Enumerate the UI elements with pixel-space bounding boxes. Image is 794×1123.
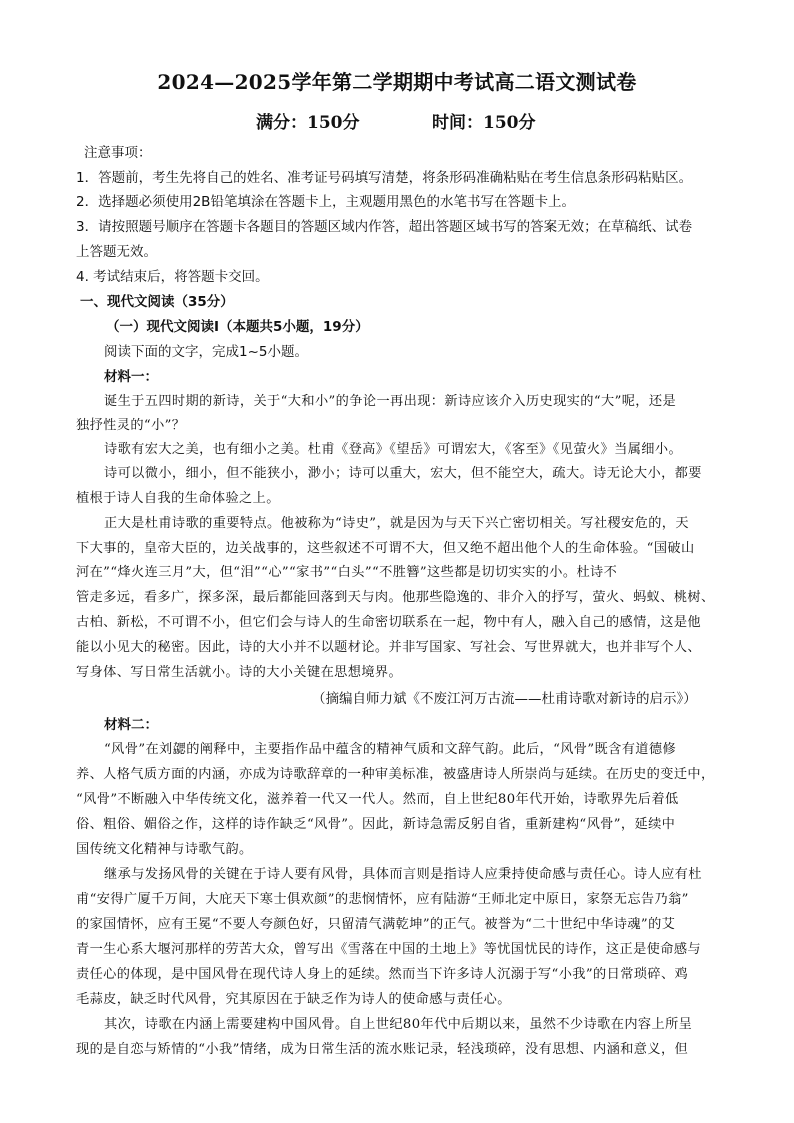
paragraph-line: 其次，诗歌在内涵上需要建构中国风骨。自上世纪80年代中后期以来，虽然不少诗歌在内容上所呈 — [104, 1017, 693, 1032]
reading-instruction: 阅读下面的文字，完成1~5小题。 — [104, 344, 308, 360]
exam-time: 时间：150分 — [432, 113, 536, 133]
notice-item: 3．请按照题号顺序在答题卡各题目的答题区域内作答，超出答题区域书写的答案无效；在草稿纸、试卷 — [76, 219, 693, 235]
paragraph-line: “风骨”在刘勰的阐释中，主要指作品中蕴含的精神气质和文辞气韵。此后，“风骨”既含有道德修 — [104, 742, 677, 757]
section-heading: 一、现代文阅读（35分） — [80, 294, 234, 310]
notice-item: 2．选择题必须使用2B铅笔填涂在答题卡上，主观题用黑色的水笔书写在答题卡上。 — [76, 194, 575, 210]
material-one-source: （摘编自师力斌《不废江河万古流——杜甫诗歌对新诗的启示》） — [312, 691, 697, 707]
paragraph-line: 国传统文化精神与诗歌气韵。 — [76, 842, 253, 857]
paragraph-line: 古柏、新松，不可谓不小，但它们会与诗人的生命密切联系在一起，物中有人，融入自己的感情，这是他 — [76, 615, 702, 630]
sub-section-heading: （一）现代文阅读Ⅰ（本题共5小题，19分） — [106, 319, 369, 335]
paragraph-line: 下大事的，皇帝大臣的，边关战事的，这些叙述不可谓不大，但又绝不超出他个人的生命体验。“国破山 — [76, 541, 695, 556]
paragraph-line: 现的是自恋与矫情的“小我”情绪，成为日常生活的流水账记录，轻浅琐碎，没有思想、内涵和意义，但 — [76, 1042, 689, 1057]
paragraph-line: 俗、粗俗、媚俗之作，这样的诗作缺乏“风骨”。因此，新诗急需反躬自省，重新建构“风骨”，延续中 — [76, 817, 676, 832]
paragraph-line: 独抒性灵的“小”？ — [76, 418, 186, 433]
paragraph-line: 河在”“烽火连三月”大，但“泪”“心”“家书”“白头”“不胜簪”这些都是切切实实的小。杜诗不 — [76, 565, 618, 580]
paragraph-line: 青一生心系大堰河那样的劳苦大众，曾写出《雪落在中国的土地上》等忧国忧民的诗作，这正是使命感与 — [76, 942, 702, 957]
paragraph-line: 养、人格气质方面的内涵，亦成为诗歌辞章的一种审美标准，被盛唐诗人所崇尚与延续。在历史的变迁中， — [76, 767, 715, 782]
notice-heading: 注意事项： — [84, 145, 152, 161]
notice-item: 1．答题前，考生先将自己的姓名、准考证号码填写清楚，将条形码准确粘贴在考生信息条形码粘贴区。 — [76, 170, 693, 186]
paragraph-line: 毛蒜皮，缺乏时代风骨，究其原因在于缺乏作为诗人的使命感与责任心。 — [76, 992, 511, 1007]
material-one-label: 材料一： — [104, 369, 158, 385]
paragraph-line: 甫“安得广厦千万间，大庇天下寒士俱欢颜”的悲悯情怀，应有陆游“王师北定中原日，家祭无忘告乃翁” — [76, 892, 689, 907]
paragraph-line: “风骨”不断融入中华传统文化，滋养着一代又一代人。然而，自上世纪80年代开始，诗歌界先后着低 — [76, 792, 679, 807]
paragraph-line: 诞生于五四时期的新诗，关于“大和小”的争论一再出现：新诗应该介入历史现实的“大”呢，还是 — [104, 394, 677, 409]
paragraph-line: 植根于诗人自我的生命体验之上。 — [76, 491, 280, 506]
paragraph-line: 正大是杜甫诗歌的重要特点。他被称为“诗史”，就是因为与天下兴亡密切相关。写社稷安危的，天 — [104, 516, 689, 531]
paragraph-line: 责任心的体现，是中国风骨在现代诗人身上的延续。然而当下许多诗人沉溺于写“小我”的日常琐碎、鸡 — [76, 967, 689, 982]
paragraph-line: 继承与发扬风骨的关键在于诗人要有风骨，具体而言则是指诗人应秉持使命感与责任心。诗人应有杜 — [104, 867, 702, 882]
paragraph-line: 写身体、写日常生活就小。诗的大小关键在思想境界。 — [76, 665, 403, 680]
paragraph-line: 诗可以微小，细小，但不能狭小，渺小；诗可以重大，宏大，但不能空大，疏大。诗无论大小，都要 — [104, 466, 702, 481]
material-two-label: 材料二： — [104, 717, 158, 733]
paragraph-line: 的家国情怀，应有王冕“不要人夸颜色好，只留清气满乾坤”的正气。被誉为“二十世纪中华诗魂”的艾 — [76, 917, 676, 932]
full-score: 满分：150分 — [256, 113, 360, 133]
paragraph-line: 诗歌有宏大之美，也有细小之美。杜甫《登高》《望岳》可谓宏大，《客至》《见萤火》当属细小。 — [104, 442, 683, 457]
exam-title: 2024—2025学年第二学期期中考试高二语文测试卷 — [157, 70, 637, 94]
paragraph-line: 管走多远，看多广，探多深，最后都能回落到天与肉。他那些隐逸的、非介入的抒写，萤火、蚂蚁、桃树、 — [76, 590, 715, 605]
notice-item: 上答题无效。 — [76, 244, 157, 260]
paragraph-line: 能以小见大的秘密。因此，诗的大小并不以题材论。并非写国家、写社会、写世界就大，也并非写个人、 — [76, 640, 702, 655]
notice-item: 4. 考试结束后，将答题卡交回。 — [76, 269, 269, 285]
